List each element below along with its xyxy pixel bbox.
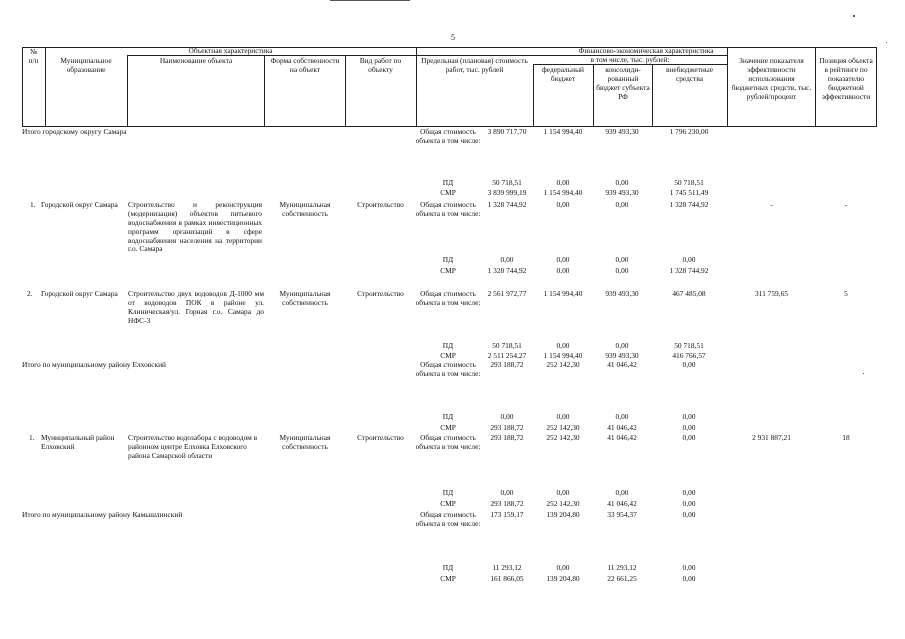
- pd-federal: 0,00: [556, 255, 570, 264]
- top-scan-line: [330, 0, 410, 1]
- federal-value: 139 204,80: [546, 510, 580, 519]
- smr-extrabudget: 1 328 744,92: [669, 266, 709, 275]
- consolidated-value: 41 046,42: [607, 360, 637, 369]
- pd-total: 0,00: [500, 412, 514, 421]
- pd-extrabudget: 50 718,51: [674, 178, 704, 187]
- smr-federal: 1 154 994,40: [543, 188, 583, 197]
- smr-label: СМР: [440, 423, 456, 432]
- federal-value: 0,00: [556, 200, 570, 209]
- row-municipality: Городской округ Самара: [41, 289, 118, 298]
- consolidated-value: 939 493,30: [605, 127, 639, 136]
- total-row-title: Итого по муниципальному району Камышлинский: [22, 510, 183, 519]
- smr-consolidated: 939 493,30: [605, 351, 639, 360]
- row-ownership: Муниципальная собственность: [279, 433, 331, 451]
- consolidated-value: 939 493,30: [605, 289, 639, 298]
- page-number: 5: [451, 33, 455, 42]
- smr-total: 161 866,05: [490, 574, 524, 583]
- scan-speck: [853, 15, 855, 17]
- smr-federal: 1 154 994,40: [543, 351, 583, 360]
- pd-federal: 0,00: [556, 563, 570, 572]
- pd-consolidated: 11 293,12: [607, 563, 637, 572]
- rating-value: 18: [842, 433, 850, 442]
- header-object-char: Объектная характеристика: [188, 46, 273, 55]
- pd-label: ПД: [442, 178, 454, 187]
- pd-consolidated: 0,00: [615, 255, 629, 264]
- efficiency-value: -: [770, 200, 773, 209]
- header-pp: п/п: [28, 56, 39, 65]
- federal-value: 252 142,30: [546, 360, 580, 369]
- cost-total: 173 159,17: [490, 510, 524, 519]
- cost-total: 3 890 717,70: [487, 127, 527, 136]
- pd-consolidated: 0,00: [615, 178, 629, 187]
- smr-label: СМР: [440, 499, 456, 508]
- smr-extrabudget: 0,00: [682, 574, 696, 583]
- smr-consolidated: 41 046,42: [607, 423, 637, 432]
- scan-speck: [863, 373, 864, 374]
- smr-federal: 252 142,30: [546, 423, 580, 432]
- smr-federal: 0,00: [556, 266, 570, 275]
- extrabudget-value: 467 485,08: [672, 289, 706, 298]
- efficiency-value: 2 931 887,21: [752, 433, 791, 442]
- pd-extrabudget: 0,00: [682, 412, 696, 421]
- header-fin-char: Финансово-экономическая характеристика: [578, 46, 714, 55]
- row-object-name: Строительство двух водоводов Д-1000 мм от водоводов ПОК в районе ул. Клиническая/ул. Горная г.о. Самара до НФС-3: [128, 289, 264, 325]
- pd-total: 0,00: [500, 488, 514, 497]
- row-work-type: Строительство: [357, 433, 404, 442]
- total-row-title: Итого городскому округу Самара: [22, 127, 127, 136]
- consolidated-value: 41 046,42: [607, 433, 637, 442]
- pd-federal: 0,00: [556, 341, 570, 350]
- pd-extrabudget: 0,00: [682, 488, 696, 497]
- federal-value: 1 154 994,40: [543, 289, 583, 298]
- consolidated-value: 0,00: [615, 200, 629, 209]
- smr-extrabudget: 416 766,57: [672, 351, 706, 360]
- row-number: 1.: [29, 433, 35, 442]
- federal-value: 1 154 994,40: [543, 127, 583, 136]
- smr-total: 293 188,72: [490, 423, 524, 432]
- header-federal: федеральный бюджет: [542, 65, 584, 83]
- row-ownership: Муниципальная собственность: [279, 289, 331, 307]
- extrabudget-value: 1 328 744,92: [669, 200, 709, 209]
- smr-total: 2 511 254,27: [487, 351, 527, 360]
- header-limit-cost: Предельная (плановая) стоимость работ, тыс. рублей: [421, 56, 528, 74]
- consolidated-value: 33 954,37: [607, 510, 637, 519]
- extrabudget-value: 0,00: [682, 360, 696, 369]
- row-number: 1.: [30, 200, 36, 209]
- row-municipality: Городской округ Самара: [41, 200, 118, 209]
- header-municipality: Муниципальное образование: [60, 56, 112, 74]
- smr-extrabudget: 0,00: [682, 423, 696, 432]
- extrabudget-value: 0,00: [682, 510, 696, 519]
- pd-label: ПД: [442, 255, 454, 264]
- header-consolidated: консолиди-рованный бюджет субъекта РФ: [596, 65, 650, 101]
- smr-extrabudget: 1 745 511,49: [669, 188, 709, 197]
- smr-total: 293 188,72: [490, 499, 524, 508]
- smr-total: 1 328 744,92: [487, 266, 527, 275]
- pd-label: ПД: [442, 488, 454, 497]
- row-work-type: Строительство: [357, 200, 404, 209]
- pd-federal: 0,00: [556, 412, 570, 421]
- total-cost-label: Общая стоимость объекта в том числе:: [415, 433, 481, 451]
- smr-label: СМР: [440, 188, 456, 197]
- smr-consolidated: 41 046,42: [607, 499, 637, 508]
- extrabudget-value: 0,00: [682, 433, 696, 442]
- smr-consolidated: 939 493,30: [605, 188, 639, 197]
- federal-value: 252 142,30: [546, 433, 580, 442]
- header-ownership: Форма собственности на объект: [270, 56, 340, 74]
- row-work-type: Строительство: [357, 289, 404, 298]
- pd-total: 50 718,51: [492, 178, 522, 187]
- pd-extrabudget: 50 718,51: [674, 341, 704, 350]
- pd-total: 11 293,12: [492, 563, 522, 572]
- row-number: 2.: [27, 289, 33, 298]
- pd-label: ПД: [442, 412, 454, 421]
- total-cost-label: Общая стоимость объекта в том числе:: [415, 127, 481, 145]
- header-extrabudget: внебюджетные средства: [665, 65, 714, 83]
- header-num: №: [29, 47, 38, 56]
- header-incl: в том числе, тыс. рублей:: [590, 55, 670, 64]
- cost-total: 293 188,72: [490, 360, 524, 369]
- efficiency-value: 311 759,65: [755, 289, 788, 298]
- row-ownership: Муниципальная собственность: [279, 200, 331, 218]
- cost-total: 1 328 744,92: [487, 200, 527, 209]
- smr-federal: 139 204,80: [546, 574, 580, 583]
- pd-extrabudget: 0,00: [682, 255, 696, 264]
- pd-federal: 0,00: [556, 488, 570, 497]
- extrabudget-value: 1 796 230,00: [669, 127, 709, 136]
- pd-total: 0,00: [500, 255, 514, 264]
- smr-total: 3 839 999,19: [487, 188, 527, 197]
- cost-total: 293 188,72: [490, 433, 524, 442]
- header-work-type: Вид работ по объекту: [359, 56, 402, 74]
- pd-extrabudget: 0,00: [682, 563, 696, 572]
- rating-value: -: [844, 200, 848, 209]
- smr-consolidated: 22 661,25: [607, 574, 637, 583]
- smr-federal: 252 142,30: [546, 499, 580, 508]
- header-rating: Позиция объекта в рейтинге по показателю бюджетной эффективности: [819, 56, 873, 101]
- pd-label: ПД: [442, 341, 454, 350]
- total-cost-label: Общая стоимость объекта в том числе:: [415, 360, 481, 378]
- smr-label: СМР: [440, 574, 456, 583]
- row-object-name: Строительство и реконструкция (модернизация) объектов питьевого водоснабжения в рамках инвестиционных программ организаций в сфере водоснабжения населения на территории г.о. Самара: [128, 200, 262, 254]
- cost-total: 2 561 972,77: [487, 289, 527, 298]
- pd-consolidated: 0,00: [615, 412, 629, 421]
- scan-speck: [886, 42, 887, 43]
- row-object-name: Строительство водозабора с водоводом в районном центре Елховка Елховского района Самарской области: [128, 433, 258, 460]
- pd-consolidated: 0,00: [615, 341, 629, 350]
- header-object-name: Наименование объекта: [159, 56, 233, 65]
- total-row-title: Итого по муниципальному району Елховский: [22, 360, 166, 369]
- header-efficiency: Значение показателя эффективности использования бюджетных средств, тыс. рублей/процент: [731, 56, 812, 101]
- total-cost-label: Общая стоимость объекта в том числе:: [415, 510, 481, 528]
- smr-label: СМР: [440, 351, 456, 360]
- pd-label: ПД: [442, 563, 454, 572]
- smr-label: СМР: [440, 266, 456, 275]
- row-municipality: Муниципальный район Елховский: [41, 433, 115, 451]
- smr-consolidated: 0,00: [615, 266, 629, 275]
- pd-federal: 0,00: [556, 178, 570, 187]
- rating-value: 5: [844, 289, 848, 298]
- total-cost-label: Общая стоимость объекта в том числе:: [415, 289, 481, 307]
- pd-consolidated: 0,00: [615, 488, 629, 497]
- pd-total: 50 718,51: [492, 341, 522, 350]
- smr-extrabudget: 0,00: [682, 499, 696, 508]
- total-cost-label: Общая стоимость объекта в том числе:: [415, 200, 481, 218]
